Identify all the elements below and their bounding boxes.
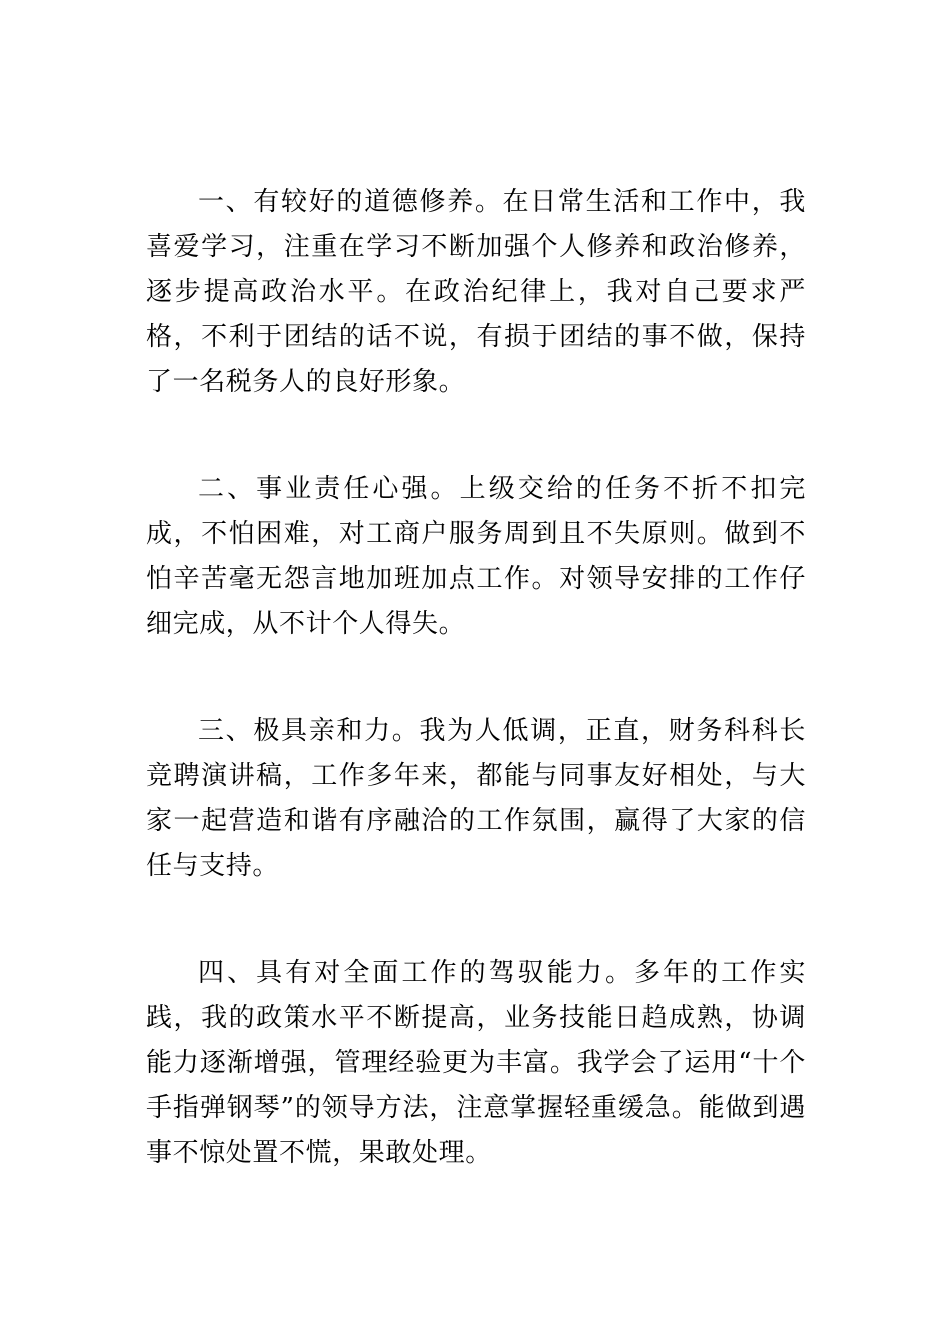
paragraph-moral-cultivation: 一、有较好的道德修养。在日常生活和工作中，我喜爱学习，注重在学习不断加强个人修养和政治修养，逐步提高政治水平。在政治纪律上，我对自己要求严格，不利于团结的话不说，有损于团结的事不做，保持了一名税务人的良好形象。: [146, 187, 806, 397]
paragraph-responsibility: 二、事业责任心强。上级交给的任务不折不扣完成，不怕困难，对工商户服务周到且不失原则。做到不怕辛苦毫无怨言地加班加点工作。对领导安排的工作仔细完成，从不计个人得失。: [146, 474, 806, 639]
paragraph-affinity: 三、极具亲和力。我为人低调，正直，财务科科长竞聘演讲稿，工作多年来，都能与同事友好相处，与大家一起营造和谐有序融洽的工作氛围，赢得了大家的信任与支持。: [146, 716, 806, 881]
paragraph-leadership-ability: 四、具有对全面工作的驾驭能力。多年的工作实践，我的政策水平不断提高，业务技能日趋成熟，协调能力逐渐增强，管理经验更为丰富。我学会了运用“十个手指弹钢琴”的领导方法，注意掌握轻重缓急。能做到遇事不惊处置不慌，果敢处理。: [146, 958, 806, 1168]
document-body: [146, 180, 806, 1238]
